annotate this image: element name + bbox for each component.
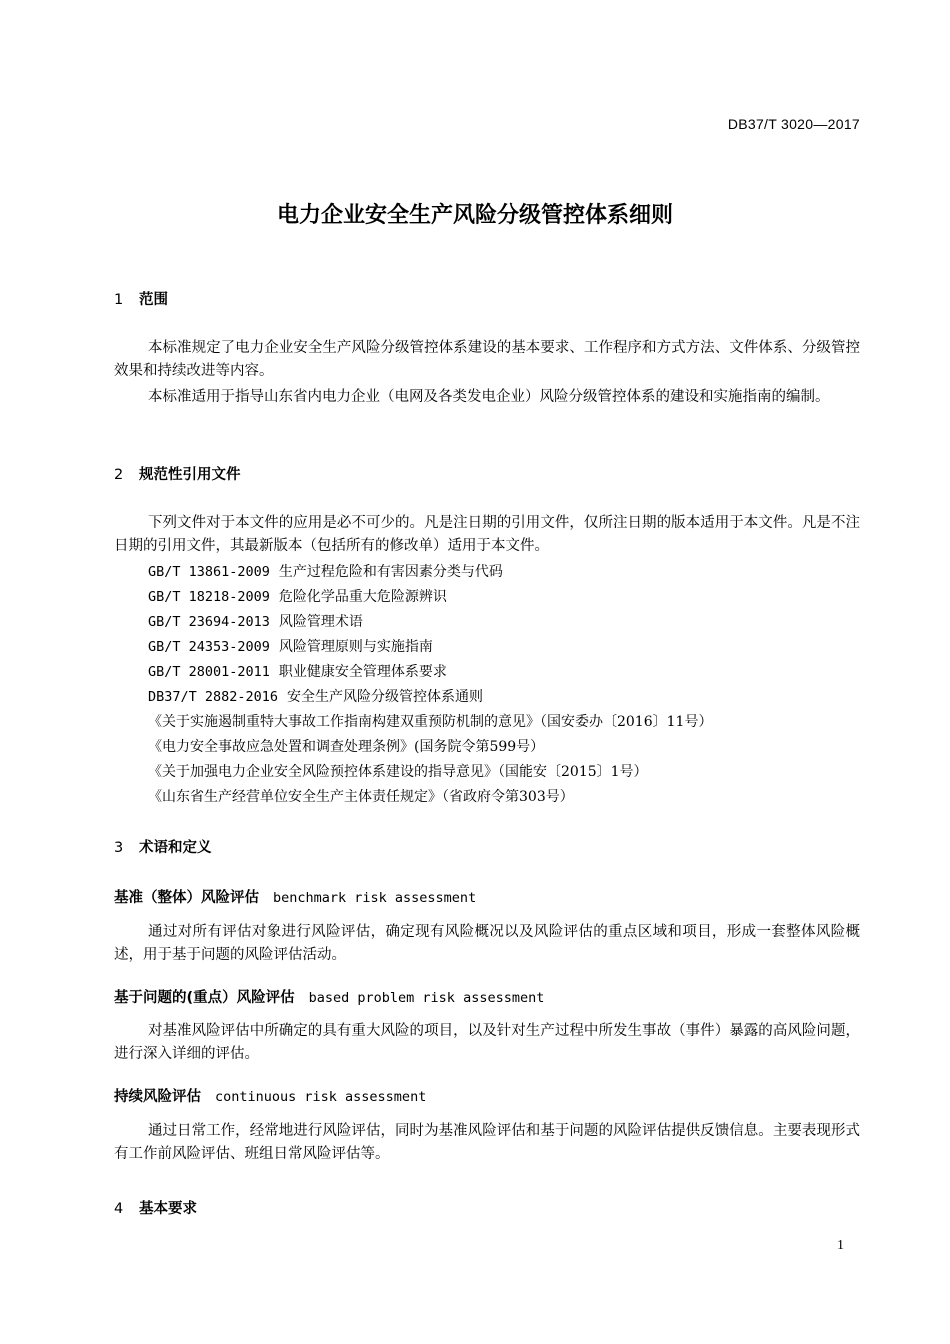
term-en: based problem risk assessment [308, 990, 545, 1006]
term-heading [114, 986, 544, 1007]
section-title: 术语和定义 [139, 840, 212, 856]
reference-item [148, 610, 712, 635]
reference-name: 《关于加强电力企业安全风险预控体系建设的指导意见》（国能安〔2015〕1号） [148, 764, 648, 780]
term-definition: 通过日常工作，经常地进行风险评估，同时为基准风险评估和基于问题的风险评估提供反馈信息。主要表现形式有工作前风险评估、班组日常风险评估等。 [114, 1123, 860, 1162]
term-zh: 基准（整体）风险评估 [114, 890, 259, 906]
term-en: benchmark risk assessment [273, 890, 477, 906]
term-definition: 对基准风险评估中所确定的具有重大风险的项目，以及针对生产过程中所发生事故（事件）暴露的高风险问题，进行深入详细的评估。 [114, 1023, 860, 1062]
reference-item [148, 685, 712, 710]
section-1-heading [114, 288, 168, 309]
term-definition: 通过对所有评估对象进行风险评估，确定现有风险概况以及风险评估的重点区域和项目，形成一套整体风险概述，用于基于问题的风险评估活动。 [114, 924, 860, 963]
reference-code: GB/T 13861-2009 [148, 564, 270, 580]
section-3-heading [114, 836, 212, 857]
term-zh: 基于问题的(重点）风险评估 [114, 990, 295, 1006]
reference-name: 《电力安全事故应急处置和调查处理条例》(国务院令第599号） [148, 739, 545, 755]
section-1-paragraph-1: 本标准规定了电力企业安全生产风险分级管控体系建设的基本要求、工作程序和方式方法、文件体系、分级管控效果和持续改进等内容。 [114, 340, 860, 379]
reference-item [148, 735, 712, 760]
document-code: DB37/T 3020—2017 [727, 116, 860, 132]
term-heading [114, 886, 476, 907]
reference-name: 安全生产风险分级管控体系通则 [286, 689, 483, 705]
reference-item [148, 660, 712, 685]
section-title: 范围 [139, 292, 168, 308]
section-number: 1 [114, 292, 124, 308]
reference-name: 危险化学品重大危险源辨识 [278, 589, 447, 605]
section-1-paragraph-2: 本标准适用于指导山东省内电力企业（电网及各类发电企业）风险分级管控体系的建设和实施指南的编制。 [148, 389, 830, 405]
section-number: 4 [114, 1201, 124, 1217]
term-en: continuous risk assessment [215, 1089, 427, 1105]
reference-item [148, 760, 712, 785]
section-2-paragraph-1: 下列文件对于本文件的应用是必不可少的。凡是注日期的引用文件，仅所注日期的版本适用于本文件。凡是不注日期的引用文件，其最新版本（包括所有的修改单）适用于本文件。 [114, 515, 860, 554]
reference-name: 风险管理原则与实施指南 [278, 639, 433, 655]
page-number: 1 [837, 1238, 844, 1253]
section-title: 基本要求 [139, 1201, 197, 1217]
section-number: 3 [114, 840, 124, 856]
term-heading [114, 1085, 426, 1106]
reference-item [148, 785, 712, 810]
reference-code: GB/T 18218-2009 [148, 589, 270, 605]
reference-item [148, 635, 712, 660]
section-2-heading [114, 463, 241, 484]
reference-code: GB/T 28001-2011 [148, 664, 270, 680]
reference-name: 《关于实施遏制重特大事故工作指南构建双重预防机制的意见》（国安委办〔2016〕11号） [148, 714, 713, 730]
reference-name: 生产过程危险和有害因素分类与代码 [278, 564, 503, 580]
reference-item [148, 585, 712, 610]
reference-item [148, 710, 712, 735]
reference-code: GB/T 23694-2013 [148, 614, 270, 630]
reference-code: GB/T 24353-2009 [148, 639, 270, 655]
reference-name: 职业健康安全管理体系要求 [278, 664, 447, 680]
section-number: 2 [114, 467, 124, 483]
term-zh: 持续风险评估 [114, 1089, 201, 1105]
reference-code: DB37/T 2882-2016 [148, 689, 279, 705]
normative-references-list [148, 560, 712, 810]
section-title: 规范性引用文件 [139, 467, 241, 483]
section-4-heading [114, 1197, 197, 1218]
reference-name: 风险管理术语 [278, 614, 363, 630]
reference-name: 《山东省生产经营单位安全生产主体责任规定》（省政府令第303号） [148, 789, 574, 805]
document-title: 电力企业安全生产风险分级管控体系细则 [276, 203, 673, 228]
reference-item [148, 560, 712, 585]
